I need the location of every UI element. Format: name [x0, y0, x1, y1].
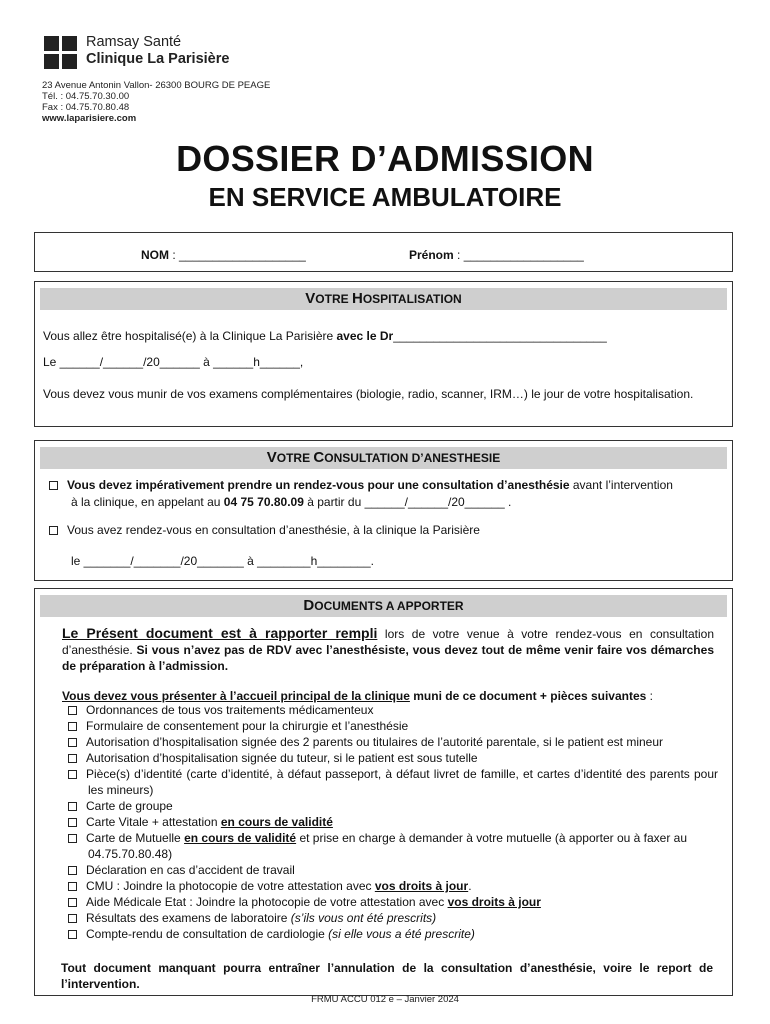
checkbox-icon[interactable]: [49, 526, 58, 535]
clinic-fax: Fax : 04.75.70.80.48: [42, 102, 130, 113]
list-item[interactable]: Compte-rendu de consultation de cardiologie (si elle vous a été prescrite): [68, 926, 718, 942]
documents-present-line: Vous devez vous présenter à l’accueil principal de la clinique muni de ce document + pièces suivantes :: [62, 689, 653, 703]
consultation-item-appointment[interactable]: Vous devez impérativement prendre un rendez-vous pour une consultation d’anesthésie avant l’intervention: [49, 477, 729, 493]
doctor-line[interactable]: Vous allez être hospitalisé(e) à la Clinique La Parisière avec le Dr________________________________: [43, 329, 607, 343]
consultation-item-scheduled[interactable]: Vous avez rendez-vous en consultation d’anesthésie, à la clinique la Parisière: [49, 522, 729, 538]
prenom-field[interactable]: [409, 247, 584, 263]
missing-documents-warning: Tout document manquant pourra entraîner l’annulation de la consultation d’anesthésie, voire le report de l’intervention.: [61, 961, 713, 991]
checkbox-icon[interactable]: [68, 898, 77, 907]
checkbox-icon[interactable]: [68, 818, 77, 827]
clinic-address: 23 Avenue Antonin Vallon- 26300 BOURG DE PEAGE: [42, 80, 271, 91]
prenom-label: Prénom: [409, 248, 454, 262]
nom-label: NOM: [141, 248, 169, 262]
nom-blank: : ___________________: [169, 248, 306, 262]
logo-brand: Ramsay Santé: [86, 34, 182, 50]
checkbox-icon[interactable]: [68, 754, 77, 763]
checkbox-icon[interactable]: [68, 706, 77, 715]
checkbox-icon[interactable]: [68, 882, 77, 891]
checkbox-icon[interactable]: [68, 866, 77, 875]
documents-intro: Le Présent document est à rapporter rempli lors de votre venue à votre rendez-vous en consultation d’anesthésie. Si vous n’avez pas de RDV avec l’anesthésiste, vous devez tout de même venir faire vos démarches de préparation à l’admission.: [62, 625, 714, 673]
checkbox-icon[interactable]: [68, 834, 77, 843]
list-item[interactable]: CMU : Joindre la photocopie de votre attestation avec vos droits à jour.: [68, 878, 718, 894]
checkbox-icon[interactable]: [68, 738, 77, 747]
list-item[interactable]: Résultats des examens de laboratoire (s’ils vous ont été prescrits): [68, 910, 718, 926]
prenom-blank: : __________________: [453, 248, 584, 262]
list-item[interactable]: Formulaire de consentement pour la chirurgie et l’anesthésie: [68, 718, 718, 734]
checkbox-icon[interactable]: [68, 914, 77, 923]
hospitalisation-section: [34, 281, 733, 427]
checkbox-icon[interactable]: [68, 930, 77, 939]
list-item[interactable]: Pièce(s) d’identité (carte d’identité, à défaut passeport, à défaut livret de famille, et cartes d’identité des parents pour les mineurs): [68, 766, 718, 798]
list-item[interactable]: Carte de Mutuelle en cours de validité et prise en charge à demander à votre mutuelle (à apporter ou à faxer au 04.75.70.80.48): [68, 830, 718, 862]
nom-field[interactable]: [141, 247, 306, 263]
list-item[interactable]: Carte Vitale + attestation en cours de validité: [68, 814, 718, 830]
anesthesia-consultation-section: [34, 440, 733, 581]
consultation-phone-line: à la clinique, en appelant au 04 75 70.80.09 à partir du ______/______/20______ .: [71, 495, 512, 509]
clinic-website[interactable]: www.laparisiere.com: [42, 113, 137, 124]
checkbox-icon[interactable]: [68, 802, 77, 811]
document-subtitle: EN SERVICE AMBULATOIRE: [208, 182, 562, 212]
clinic-logo-icon: [44, 36, 77, 69]
logo-clinic-name: Clinique La Parisière: [86, 51, 230, 67]
list-item[interactable]: Carte de groupe: [68, 798, 718, 814]
checkbox-icon[interactable]: [68, 722, 77, 731]
checkbox-icon[interactable]: [68, 770, 77, 779]
list-item[interactable]: Ordonnances de tous vos traitements médicamenteux: [68, 702, 718, 718]
documents-list: [68, 702, 718, 942]
documents-heading: DOCUMENTS A APPORTER: [40, 595, 727, 617]
list-item[interactable]: Autorisation d’hospitalisation signée du tuteur, si le patient est sous tutelle: [68, 750, 718, 766]
consultation-date-line[interactable]: le _______/_______/20_______ à ________h________.: [71, 554, 374, 568]
document-reference-footer: FRMU ACCU 012 e – Janvier 2024: [311, 994, 459, 1005]
exams-note: Vous devez vous munir de vos examens complémentaires (biologie, radio, scanner, IRM…) le jour de votre hospitalisation.: [43, 387, 694, 401]
hospitalisation-heading: VOTRE HOSPITALISATION: [40, 288, 727, 310]
list-item[interactable]: Déclaration en cas d’accident de travail: [68, 862, 718, 878]
list-item[interactable]: Aide Médicale Etat : Joindre la photocopie de votre attestation avec vos droits à jour: [68, 894, 718, 910]
checkbox-icon[interactable]: [49, 481, 58, 490]
clinic-phone: Tél. : 04.75.70.30.00: [42, 91, 130, 102]
identity-box: [34, 232, 733, 272]
hospitalisation-date-line[interactable]: Le ______/______/20______ à ______h______,: [43, 355, 304, 369]
document-title: DOSSIER D’ADMISSION: [176, 138, 594, 179]
list-item[interactable]: Autorisation d’hospitalisation signée des 2 parents ou titulaires de l’autorité parentale, si le patient est mineur: [68, 734, 718, 750]
consultation-heading: VOTRE CONSULTATION D’ANESTHESIE: [40, 447, 727, 469]
